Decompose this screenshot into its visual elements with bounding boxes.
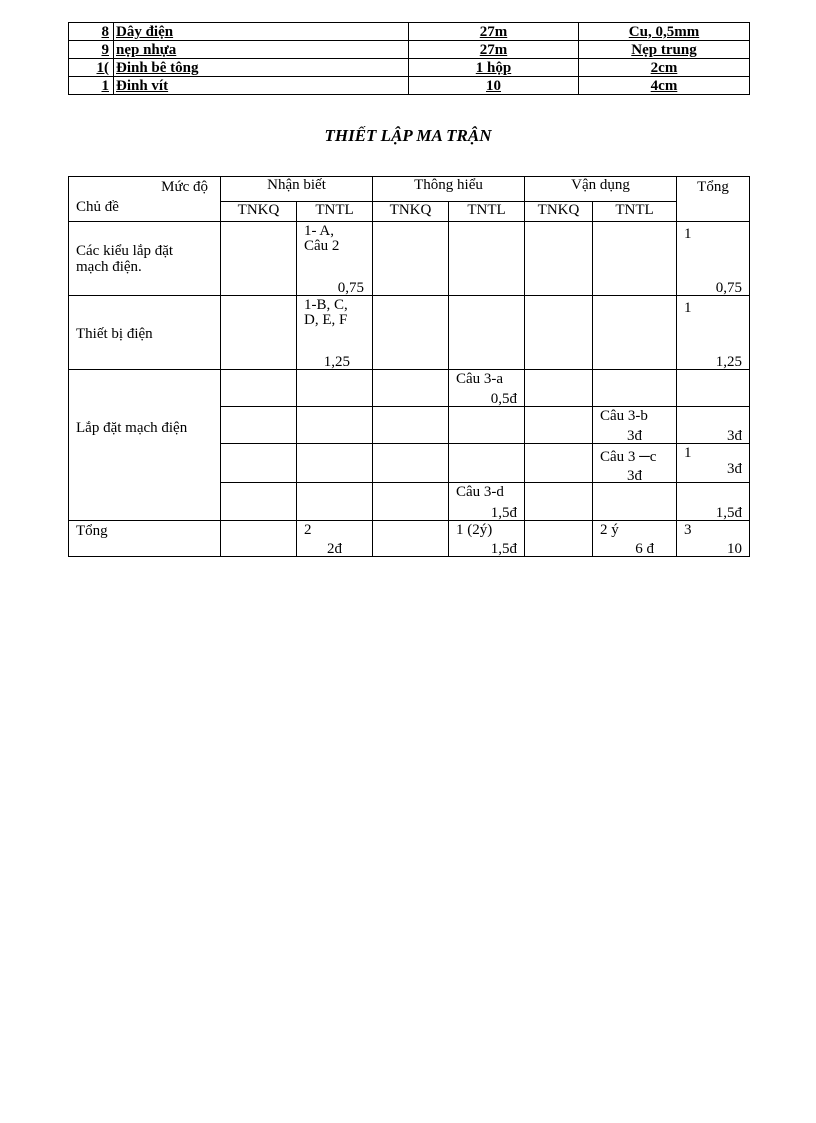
cell-top-text: Câu 2 <box>304 238 340 254</box>
cell-top-text: 1- A, <box>304 223 334 239</box>
matrix-cell <box>677 521 750 557</box>
matrix-cell <box>525 296 593 370</box>
matrix-cell <box>593 483 677 521</box>
total-row-label: Tổng <box>76 523 108 539</box>
matrix-cell <box>373 483 449 521</box>
cell-bottom-value: 1,25 <box>715 354 743 370</box>
cell-top-text: Câu 3-b <box>600 408 648 424</box>
matrix-cell <box>449 407 525 444</box>
material-no: 9 <box>69 41 114 59</box>
topic-label: Lắp đặt mạch điện <box>76 420 188 436</box>
cell-bottom-value: 1,25 <box>323 354 351 370</box>
material-name: Đinh bê tông <box>114 59 409 77</box>
matrix-cell <box>525 407 593 444</box>
matrix-cell <box>525 483 593 521</box>
matrix-cell <box>677 222 750 296</box>
table-row <box>69 222 750 296</box>
cell-bottom-value: 0,75 <box>715 280 743 296</box>
matrix-cell <box>373 444 449 483</box>
matrix-cell <box>297 370 373 407</box>
cell-bottom-value: 1,5đ <box>490 541 518 557</box>
material-name: Đinh vít <box>114 77 409 95</box>
matrix-cell <box>221 407 297 444</box>
matrix-cell <box>449 296 525 370</box>
cell-bottom-value: 0,75 <box>337 280 365 296</box>
table-row <box>69 59 750 77</box>
topic-cell <box>69 222 221 296</box>
matrix-cell <box>373 521 449 557</box>
corner-level-label: Mức độ <box>161 179 208 195</box>
matrix-cell <box>373 222 449 296</box>
matrix-cell <box>221 444 297 483</box>
cell-top-text: 3 <box>684 522 692 538</box>
corner-topic-label: Chủ đề <box>76 199 119 215</box>
sub-header: TNTL <box>593 201 677 221</box>
cell-bottom-value: 3đ <box>727 428 743 444</box>
level-van-dung: Vận dụng <box>525 177 677 202</box>
matrix-cell <box>449 521 525 557</box>
matrix-cell <box>297 444 373 483</box>
matrix-cell <box>449 483 525 521</box>
cell-bottom-value: 10 <box>727 541 743 557</box>
cell-bottom-value: 6 đ <box>635 541 655 557</box>
cell-top-text: D, E, F <box>304 312 348 328</box>
material-name: Dây điện <box>114 23 409 41</box>
matrix-cell <box>449 444 525 483</box>
material-qty: 1 hộp <box>409 59 579 77</box>
matrix-cell <box>449 370 525 407</box>
topic-label: Các kiểu lắp đặt mạch điện. <box>76 243 174 275</box>
matrix-cell <box>221 483 297 521</box>
table-row <box>69 370 750 407</box>
cell-bottom-value: 1,5đ <box>715 505 743 521</box>
cell-bottom-value: 0,5đ <box>490 391 518 407</box>
matrix-cell <box>677 296 750 370</box>
topic-cell <box>69 296 221 370</box>
sub-header: TNKQ <box>525 201 593 221</box>
cell-top-text: Câu 3-d <box>456 484 504 500</box>
material-no: 1( <box>69 59 114 77</box>
matrix-header-row <box>69 177 750 202</box>
matrix-cell <box>525 370 593 407</box>
matrix-cell <box>221 370 297 407</box>
level-thong-hieu: Thông hiểu <box>373 177 525 202</box>
cell-bottom-value: 2đ <box>327 541 343 557</box>
cell-top-text: 2 <box>304 522 312 538</box>
matrix-cell <box>373 407 449 444</box>
cell-top-text: 1 (2ý) <box>456 522 493 538</box>
material-qty: 27m <box>409 23 579 41</box>
sub-header: TNKQ <box>373 201 449 221</box>
cell-top-text: Câu 3-a <box>456 371 504 387</box>
table-row <box>69 296 750 370</box>
matrix-cell <box>297 407 373 444</box>
topic-cell <box>69 370 221 521</box>
cell-bottom-value: 3đ <box>627 468 643 484</box>
matrix-cell <box>593 444 677 483</box>
material-spec: Cu, 0,5mm <box>579 23 750 41</box>
matrix-cell <box>297 483 373 521</box>
material-name: nẹp nhựa <box>114 41 409 59</box>
matrix-cell <box>593 296 677 370</box>
matrix-table <box>68 176 750 557</box>
topic-label: Thiết bị điện <box>76 326 153 342</box>
material-no: 1 <box>69 77 114 95</box>
material-qty: 10 <box>409 77 579 95</box>
matrix-cell <box>297 296 373 370</box>
total-row <box>69 521 750 557</box>
matrix-cell <box>449 222 525 296</box>
sub-header: TNKQ <box>221 201 297 221</box>
material-no: 8 <box>69 23 114 41</box>
material-spec: 4cm <box>579 77 750 95</box>
matrix-cell <box>373 296 449 370</box>
topic-cell <box>69 521 221 557</box>
cell-top-text: 1 <box>684 445 692 461</box>
material-spec: Nẹp trung <box>579 41 750 59</box>
cell-bottom-value: 3đ <box>627 428 643 444</box>
matrix-cell <box>525 222 593 296</box>
matrix-cell <box>593 407 677 444</box>
matrix-cell <box>677 407 750 444</box>
cell-top-text: 1 <box>684 226 692 242</box>
matrix-cell <box>297 222 373 296</box>
table-row <box>69 77 750 95</box>
matrix-cell <box>593 222 677 296</box>
cell-bottom-value: 3đ <box>727 461 743 477</box>
cell-top-text: 1 <box>684 300 692 316</box>
matrix-cell <box>677 370 750 407</box>
materials-table <box>68 22 750 95</box>
matrix-cell <box>221 222 297 296</box>
matrix-cell <box>677 483 750 521</box>
matrix-cell <box>221 296 297 370</box>
cell-top-text: 2 ý <box>600 522 619 538</box>
matrix-cell <box>221 521 297 557</box>
sub-header: TNTL <box>297 201 373 221</box>
total-header: Tổng <box>677 177 750 222</box>
material-spec: 2cm <box>579 59 750 77</box>
matrix-cell <box>297 521 373 557</box>
matrix-cell <box>525 521 593 557</box>
material-qty: 27m <box>409 41 579 59</box>
sub-header: TNTL <box>449 201 525 221</box>
matrix-cell <box>677 444 750 483</box>
table-row <box>69 23 750 41</box>
table-row <box>69 41 750 59</box>
level-nhan-biet: Nhận biết <box>221 177 373 202</box>
matrix-corner <box>69 177 221 222</box>
matrix-cell <box>373 370 449 407</box>
cell-top-text: Câu 3 ─c <box>600 449 657 465</box>
cell-top-text: 1-B, C, <box>304 297 348 313</box>
matrix-cell <box>525 444 593 483</box>
page-title: THIẾT LẬP MA TRẬN <box>324 126 492 145</box>
matrix-cell <box>593 521 677 557</box>
cell-bottom-value: 1,5đ <box>490 505 518 521</box>
matrix-cell <box>593 370 677 407</box>
